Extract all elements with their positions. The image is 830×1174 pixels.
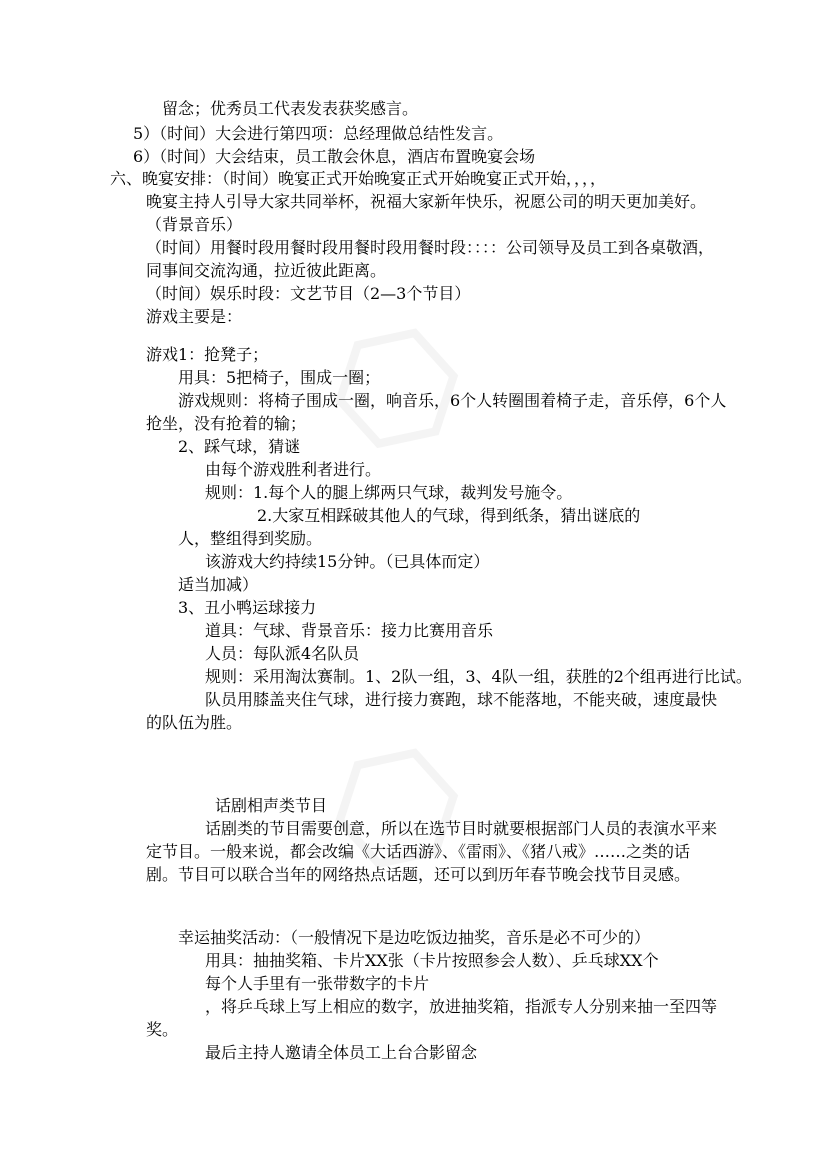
body-line: （时间）娱乐时段：文艺节目（2—3个节目） — [146, 284, 471, 303]
body-line: 该游戏大约持续15分钟。（已具体而定） — [205, 552, 490, 571]
subheading: 幸运抽奖活动：（一般情况下是边吃饭边抽奖，音乐是必不可少的） — [178, 928, 651, 947]
body-line: 规则：1.每个人的腿上绑两只气球，裁判发号施令。 — [205, 483, 573, 502]
body-line: 人，整组得到奖励。 — [178, 529, 323, 548]
section-heading: 六、晚宴安排：（时间）晚宴正式开始晚宴正式开始晚宴正式开始，，，， — [110, 169, 607, 188]
body-line: 5）（时间）大会进行第四项：总经理做总结性发言。 — [133, 124, 504, 143]
body-line: 道具：气球、背景音乐：接力比赛用音乐 — [205, 621, 494, 640]
body-line: 2.大家互相踩破其他人的气球，得到纸条，猜出谜底的 — [257, 506, 641, 525]
body-line: 留念；优秀员工代表发表获奖感言。 — [162, 99, 419, 118]
body-line: 奖。 — [146, 1020, 179, 1039]
body-line: 抢坐，没有抢着的输； — [146, 414, 307, 433]
body-line: 适当加减） — [178, 575, 259, 594]
body-line: 剧。节目可以联合当年的网络热点话题，还可以到历年春节晚会找节目灵感。 — [146, 865, 691, 884]
body-line: 用具：5把椅子，围成一圈； — [178, 368, 381, 387]
body-line: 由每个游戏胜利者进行。 — [205, 460, 382, 479]
subheading: 3、丑小鸭运球接力 — [178, 598, 317, 617]
subheading: 游戏1：抢凳子； — [146, 345, 269, 364]
body-line: 6）（时间）大会结束，员工散会休息，酒店布置晚宴会场 — [133, 147, 536, 166]
body-line: 游戏主要是： — [146, 307, 243, 326]
body-line: 用具：抽抽奖箱、卡片XX张（卡片按照参会人数）、乒乓球XX个 — [205, 951, 659, 970]
body-line: 最后主持人邀请全体员工上台合影留念 — [205, 1043, 478, 1062]
body-line: 话剧类的节目需要创意，所以在选节目时就要根据部门人员的表演水平来 — [205, 819, 718, 838]
body-line: 规则：采用淘汰赛制。1、2队一组，3、4队一组，获胜的2个组再进行比试。 — [205, 667, 752, 686]
body-line: 的队伍为胜。 — [146, 713, 243, 732]
body-line: （背景音乐） — [146, 215, 243, 234]
body-line: 同事间交流沟通，拉近彼此距离。 — [146, 261, 387, 280]
subheading: 话剧相声类节目 — [215, 796, 328, 815]
body-line: 队员用膝盖夹住气球，进行接力赛跑，球不能落地，不能夹破，速度最快 — [205, 690, 718, 709]
body-line: ，将乒乓球上写上相应的数字，放进抽奖箱，指派专人分别来抽一至四等 — [205, 997, 718, 1016]
body-line: 定节目。一般来说，都会改编《大话西游》、《雷雨》、《猪八戒》……之类的话 — [146, 842, 691, 861]
body-line: 人员：每队派4名队员 — [205, 644, 360, 663]
body-line: 每个人手里有一张带数字的卡片 — [205, 974, 430, 993]
body-line: 晚宴主持人引导大家共同举杯，祝福大家新年快乐，祝愿公司的明天更加美好。 — [146, 192, 707, 211]
body-line: （时间）用餐时段用餐时段用餐时段用餐时段：：：：公司领导及员工到各桌敬酒， — [146, 238, 715, 257]
body-line: 游戏规则：将椅子围成一圈，响音乐，6个人转圈围着椅子走，音乐停，6个人 — [178, 391, 727, 410]
subheading: 2、踩气球，猜谜 — [178, 437, 301, 456]
